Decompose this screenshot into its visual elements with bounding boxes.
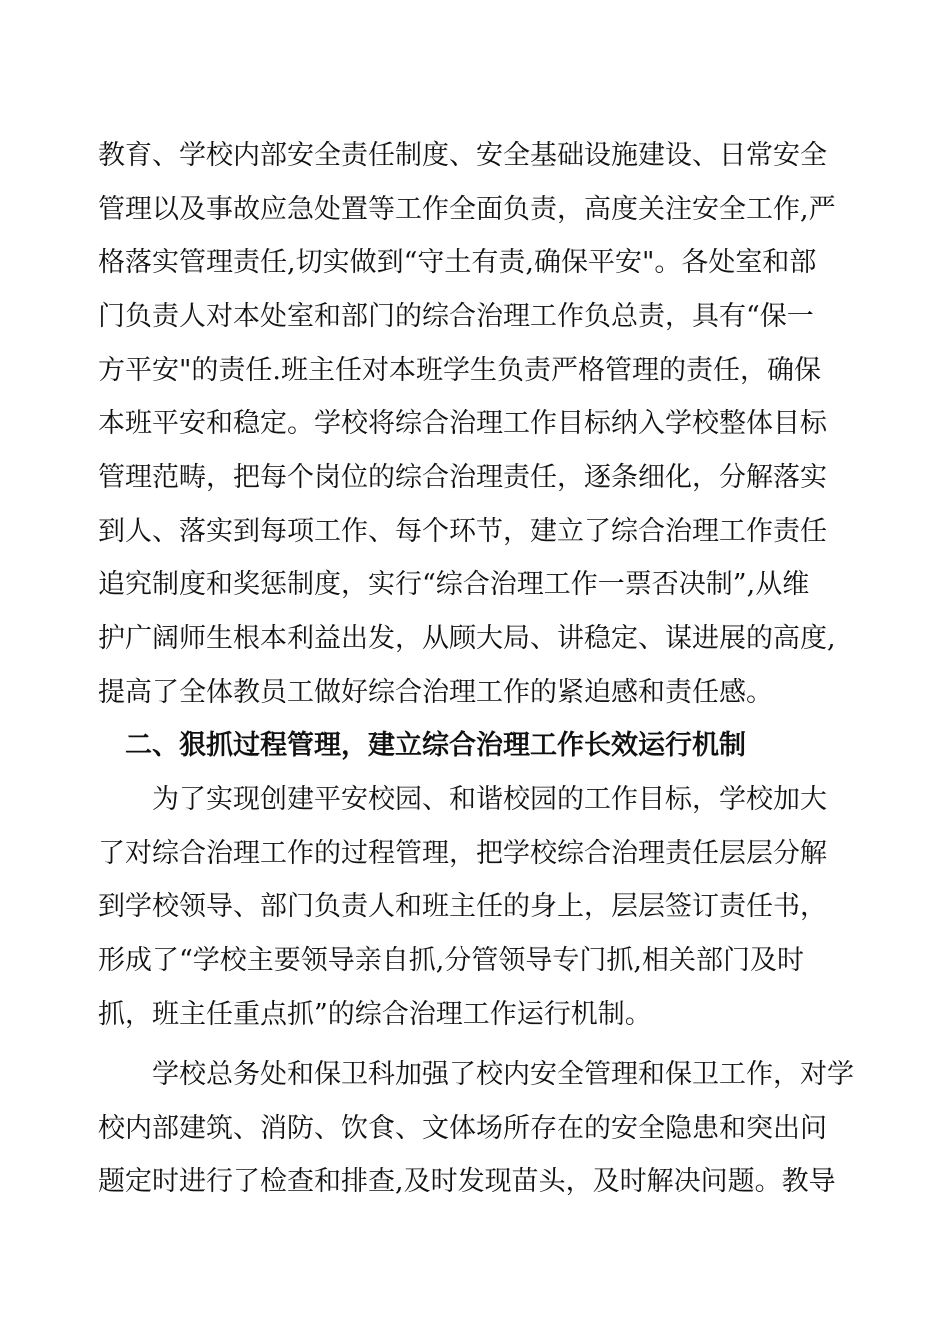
- body-text-line: 到人、落实到每项工作、每个环节，建立了综合治理工作责任: [98, 516, 827, 547]
- body-text-line: 管理范畴，把每个岗位的综合治理责任，逐条细化，分解落实: [98, 462, 827, 493]
- body-text-line: 格落实管理责任,切实做到“守土有责,确保平安"。各处室和部: [98, 247, 817, 278]
- body-text-line: 提高了全体教员工做好综合治理工作的紧迫感和责任感。: [98, 677, 773, 708]
- body-text-line: 管理以及事故应急处置等工作全面负责，高度关注安全工作,严: [98, 194, 836, 225]
- body-text-line: 为了实现创建平安校园、和谐校园的工作目标，学校加大: [152, 784, 827, 815]
- body-text-line: 了对综合治理工作的过程管理，把学校综合治理责任层层分解: [98, 838, 827, 869]
- body-text-line: 学校总务处和保卫科加强了校内安全管理和保卫工作，对学: [152, 1059, 854, 1090]
- body-text-line: 校内部建筑、消防、饮食、文体场所存在的安全隐患和突出问: [98, 1113, 827, 1144]
- body-text-line: 形成了“学校主要领导亲自抓,分管领导专门抓,相关部门及时: [98, 945, 804, 976]
- body-text-line: 门负责人对本处室和部门的综合治理工作负总责，具有“保一: [98, 301, 814, 332]
- body-text-line: 抓，班主任重点抓”的综合治理工作运行机制。: [98, 999, 652, 1030]
- section-heading: 二、狠抓过程管理，建立综合治理工作长效运行机制: [125, 730, 746, 761]
- body-text-line: 教育、学校内部安全责任制度、安全基础设施建设、日常安全: [98, 140, 827, 171]
- body-text-line: 题定时进行了检查和排查,及时发现苗头，及时解决问题。教导: [98, 1166, 836, 1197]
- body-text-line: 方平安"的责任.班主任对本班学生负责严格管理的责任，确保: [98, 355, 822, 386]
- body-text-line: 本班平安和稳定。学校将综合治理工作目标纳入学校整体目标: [98, 408, 827, 439]
- body-text-line: 到学校领导、部门负责人和班主任的身上，层层签订责任书，: [98, 891, 827, 922]
- body-text-line: 护广阔师生根本利益出发，从顾大局、讲稳定、谋进展的高度,: [98, 623, 836, 654]
- body-text-line: 追究制度和奖惩制度，实行“综合治理工作一票否决制”,从维: [98, 569, 810, 600]
